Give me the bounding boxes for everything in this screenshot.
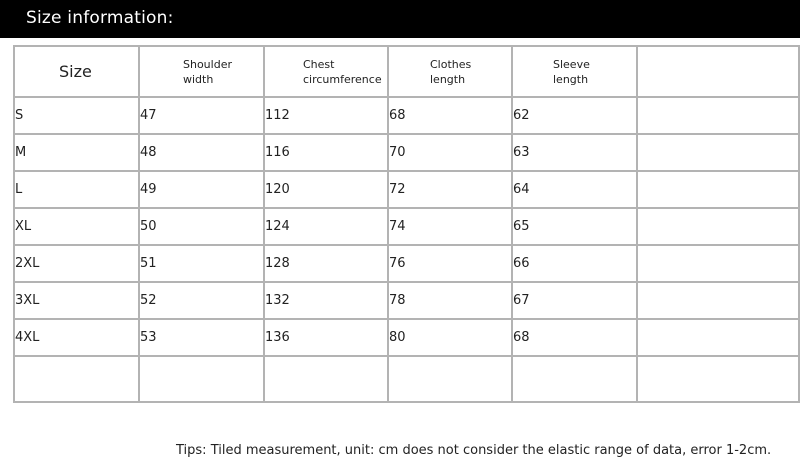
header-chest-line1: Chest bbox=[303, 57, 335, 71]
cell-sleeve: 68 bbox=[512, 319, 637, 356]
cell-empty bbox=[637, 282, 799, 319]
header-sleeve-line1: Sleeve bbox=[553, 57, 590, 71]
cell-empty bbox=[14, 356, 139, 402]
cell-shoulder: 52 bbox=[139, 282, 264, 319]
cell-sleeve: 64 bbox=[512, 171, 637, 208]
header-chest-circumference bbox=[264, 46, 388, 97]
cell-empty bbox=[637, 134, 799, 171]
table-row bbox=[14, 97, 799, 134]
cell-sleeve: 66 bbox=[512, 245, 637, 282]
cell-shoulder: 50 bbox=[139, 208, 264, 245]
cell-empty bbox=[139, 356, 264, 402]
cell-length: 68 bbox=[388, 97, 512, 134]
cell-empty bbox=[264, 356, 388, 402]
cell-shoulder: 53 bbox=[139, 319, 264, 356]
table-row bbox=[14, 245, 799, 282]
header-size: Size bbox=[14, 46, 139, 97]
table-row-empty bbox=[14, 356, 799, 402]
cell-chest: 116 bbox=[264, 134, 388, 171]
table-header-row bbox=[14, 46, 799, 97]
tips-note: Tips: Tiled measurement, unit: cm does not consider the elastic range of data, error 1-2cm. bbox=[176, 443, 772, 458]
cell-empty bbox=[637, 208, 799, 245]
table-row bbox=[14, 208, 799, 245]
cell-length: 80 bbox=[388, 319, 512, 356]
table-row bbox=[14, 282, 799, 319]
cell-length: 76 bbox=[388, 245, 512, 282]
cell-size: XL bbox=[14, 208, 139, 245]
cell-sleeve: 62 bbox=[512, 97, 637, 134]
cell-chest: 132 bbox=[264, 282, 388, 319]
cell-empty bbox=[637, 171, 799, 208]
header-chest-line2: circumference bbox=[303, 72, 382, 86]
cell-length: 72 bbox=[388, 171, 512, 208]
header-empty-cell bbox=[637, 46, 799, 97]
cell-length: 70 bbox=[388, 134, 512, 171]
cell-sleeve: 67 bbox=[512, 282, 637, 319]
cell-length: 78 bbox=[388, 282, 512, 319]
cell-empty bbox=[637, 245, 799, 282]
cell-chest: 112 bbox=[264, 97, 388, 134]
cell-size: M bbox=[14, 134, 139, 171]
cell-chest: 124 bbox=[264, 208, 388, 245]
cell-empty bbox=[637, 319, 799, 356]
cell-shoulder: 51 bbox=[139, 245, 264, 282]
cell-chest: 120 bbox=[264, 171, 388, 208]
cell-sleeve: 63 bbox=[512, 134, 637, 171]
cell-chest: 136 bbox=[264, 319, 388, 356]
size-table bbox=[13, 45, 800, 403]
cell-empty bbox=[512, 356, 637, 402]
table-row bbox=[14, 134, 799, 171]
cell-size: S bbox=[14, 97, 139, 134]
header-shoulder-line1: Shoulder bbox=[183, 57, 232, 71]
table-row bbox=[14, 319, 799, 356]
table-row bbox=[14, 171, 799, 208]
cell-length: 74 bbox=[388, 208, 512, 245]
cell-empty bbox=[388, 356, 512, 402]
cell-size: 3XL bbox=[14, 282, 139, 319]
page-title: Size information: bbox=[26, 8, 174, 28]
cell-shoulder: 47 bbox=[139, 97, 264, 134]
cell-size: 2XL bbox=[14, 245, 139, 282]
header-shoulder-width bbox=[139, 46, 264, 97]
cell-shoulder: 49 bbox=[139, 171, 264, 208]
cell-sleeve: 65 bbox=[512, 208, 637, 245]
header-length-line1: Clothes bbox=[430, 57, 472, 71]
header-sleeve-length bbox=[512, 46, 637, 97]
cell-size: 4XL bbox=[14, 319, 139, 356]
header-clothes-length bbox=[388, 46, 512, 97]
cell-empty bbox=[637, 356, 799, 402]
header-length-line2: length bbox=[430, 72, 466, 86]
cell-chest: 128 bbox=[264, 245, 388, 282]
cell-size: L bbox=[14, 171, 139, 208]
header-sleeve-line2: length bbox=[553, 72, 589, 86]
cell-empty bbox=[637, 97, 799, 134]
header-bar bbox=[0, 0, 800, 38]
header-shoulder-line2: width bbox=[183, 72, 214, 86]
cell-shoulder: 48 bbox=[139, 134, 264, 171]
